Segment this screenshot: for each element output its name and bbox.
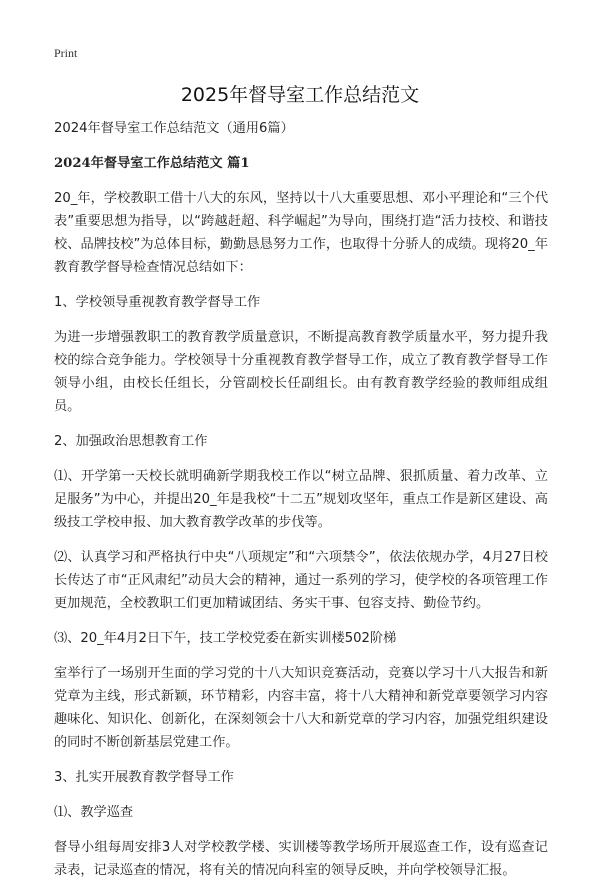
page-title: 2025年督导室工作总结范文 [180,84,420,106]
paragraph-2-3: ⑶、20_年4月2日下午，技工学校党委在新实训楼502阶梯 [54,631,397,646]
section-heading-2: 2、加强政治思想教育工作 [54,434,208,449]
paragraph-2-1: ⑴、开学第一天校长就明确新学期我校工作以“树立品牌、狠抓质量、着力改革、立足服务”为中心，并提出20_年是我校“十二五”规划攻坚年，重点工作是新区建设、高级技工学校申报、加大教育教学改革的步伐等。 [54,469,548,530]
section-heading-3: 3、扎实开展教育教学督导工作 [54,770,234,785]
article-heading: 2024年督导室工作总结范文 篇1 [54,156,250,171]
article-subtitle: 2024年督导室工作总结范文（通用6篇） [54,121,294,136]
paragraph-intro: 20_年，学校教职工借十八大的东风，坚持以十八大重要思想、邓小平理论和“三个代表”重要思想为指导，以“跨越赶超、科学崛起”为导向，围绕打造“活力技校、和谐技校、品牌技校”为总体目标，勤勤恳恳努力工作，也取得十分骄人的成绩。现将20_年教育教学督导检查情况总结如下： [54,191,548,275]
print-link[interactable]: Print [54,46,78,60]
paragraph-2-2: ⑵、认真学习和严格执行中央“八项规定”和“六项禁令”，依法依规办学，4月27日校长传达了市“正风肃纪”动员大会的精神，通过一系列的学习，使学校的各项管理工作更加规范，全校教职工们更加精诚团结、务实干事、包容支持、勤俭节约。 [54,550,548,611]
paragraph-1: 为进一步增强教职工的教育教学质量意识，不断提高教育教学质量水平，努力提升我校的综合竞争能力。学校领导十分重视教育教学督导工作，成立了教育教学督导工作领导小组，由校长任组长，分管副校长任副组长。由有教育教学经验的教师组成组员。 [54,330,548,414]
paragraph-2-3-cont: 室举行了一场别开生面的学习党的十八大知识竞赛活动，竞赛以学习十八大报告和新党章为主线，形式新颖，环节精彩，内容丰富，将十八大精神和新党章要领学习内容趣味化、知识化、创新化，在深刻领会十八大和新党章的学习内容，加强党组织建设的同时不断创新基层党建工作。 [54,666,548,750]
section-heading-1: 1、学校领导重视教育教学督导工作 [54,295,261,310]
paragraph-3-1: 督导小组每周安排3人对学校教学楼、实训楼等教学场所开展巡查工作，设有巡查记录表，记录巡查的情况，将有关的情况向科室的领导反映，并向学校领导汇报。 [54,840,548,878]
article-body [54,117,548,894]
subsection-heading-3-1: ⑴、教学巡查 [54,805,134,820]
